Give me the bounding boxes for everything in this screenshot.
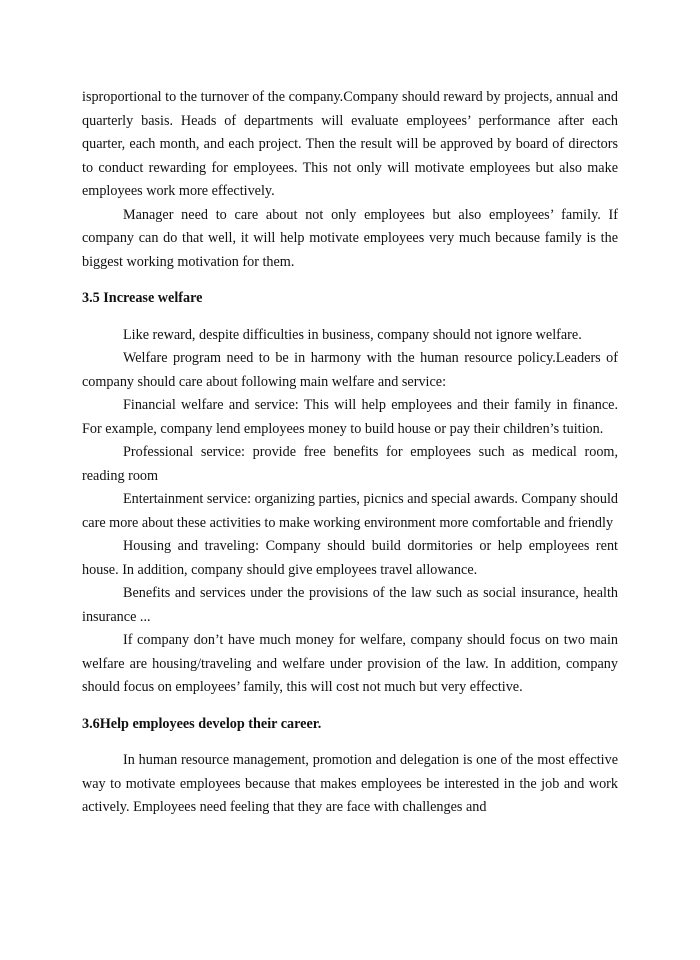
paragraph-professional-service: Professional service: provide free benefits for employees such as medical room, reading room: [82, 444, 618, 484]
paragraph-reward-projects: isproportional to the turnover of the company.Company should reward by projects, annual and quarterly basis. Heads of departments will evaluate employees’ performance after each quarter, each month, and each project. Then the result will be approved by board of directors to conduct rewarding for employees. This not only will motivate employees but also make employees work more effectively.: [82, 89, 618, 199]
paragraph-welfare-program: Welfare program need to be in harmony with the human resource policy.Leaders of company should care about following main welfare and service:: [82, 350, 618, 390]
paragraph-entertainment-service: Entertainment service: organizing parties, picnics and special awards. Company should care more about these activities to make working environment more comfortable and friendly: [82, 491, 618, 531]
paragraph-employee-family: Manager need to care about not only employees but also employees’ family. If company can do that well, it will help motivate employees very much because family is the biggest working motivation for them.: [82, 206, 618, 270]
paragraph-housing-traveling: Housing and traveling: Company should build dormitories or help employees rent house. In addition, company should give employees travel allowance.: [82, 538, 618, 578]
section-heading-3-6: 3.6Help employees develop their career.: [82, 715, 322, 732]
paragraph-welfare-intro: Like reward, despite difficulties in business, company should not ignore welfare.: [123, 326, 582, 343]
paragraph-limited-budget: If company don’t have much money for welfare, company should focus on two main welfare are housing/traveling and welfare under provision of the law. In addition, company should focus on employees’ family, this will cost not much but very effective.: [82, 632, 618, 695]
section-heading-3-5: 3.5 Increase welfare: [82, 290, 203, 306]
paragraph-legal-benefits: Benefits and services under the provisions of the law such as social insurance, health insurance ...: [82, 585, 618, 625]
paragraph-promotion-delegation: In human resource management, promotion and delegation is one of the most effective way to motivate employees because that makes employees be interested in the job and work actively. Employees need feeling that they are face with challenges and: [82, 752, 618, 815]
paragraph-financial-welfare: Financial welfare and service: This will help employees and their family in finance. For example, company lend employees money to build house or pay their children’s tuition.: [82, 397, 618, 437]
document-page: [82, 86, 618, 820]
